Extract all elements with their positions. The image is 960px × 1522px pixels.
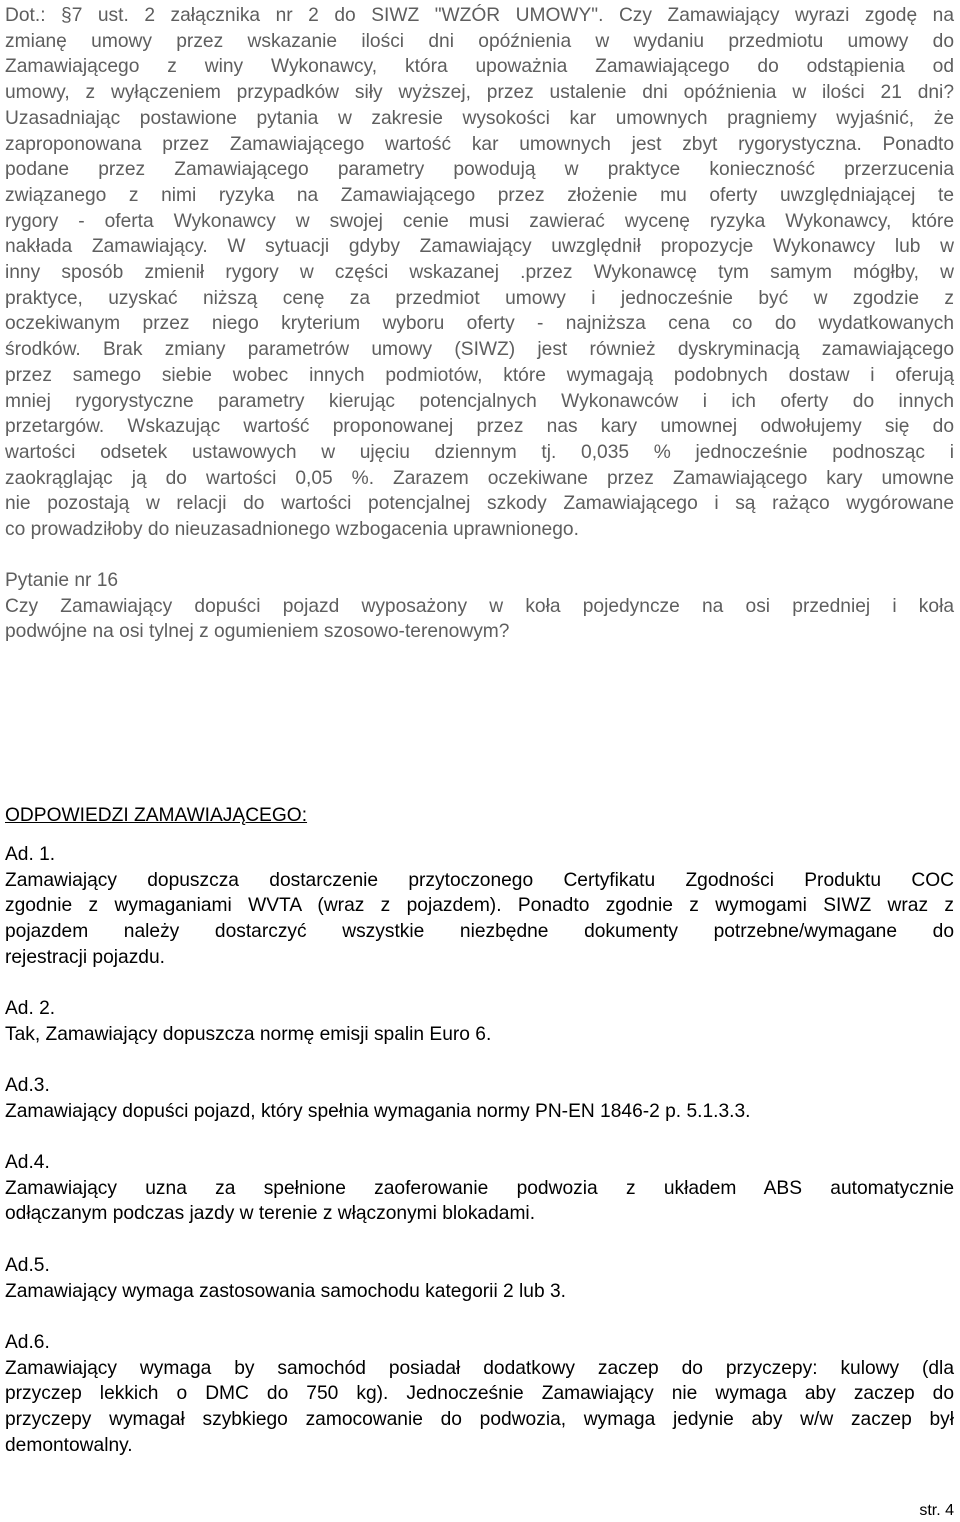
answers-section [5,803,954,829]
intro-line: Zamawiającego z winy Wykonawcy, która upoważnia Zamawiającego do odstąpienia od [5,56,954,78]
answer-ad-4 [5,1150,954,1227]
intro-rest-line: Uzasadniając postawione pytania w zakresie wysokości kar umownych pragniemy wyjaśnić, że [5,107,954,129]
intro-rest-line: zaokrąglając ją do wartości 0,05 %. Zarazem oczekiwane przez Zamawiającego kary umowne [5,467,954,489]
question-16 [5,568,954,645]
intro-line: umowy, z wyłączeniem przypadków siły wyższej, przez ustalenie dni opóźnienia w ilości 21 dni? [5,82,954,104]
intro-line: zmianę umowy przez wskazanie ilości dni opóźnienia w wydaniu przedmiotu umowy do [5,30,954,52]
intro-rest-line: związanego z nimi ryzyka na Zamawiającego przez złożenie mu oferty uwzględniającej te [5,184,954,206]
answer-text [5,1176,954,1227]
intro-rest-line: zaproponowana przez Zamawiającego wartość kar umownych jest zbyt rygorystyczna. Ponadto [5,133,954,155]
answer-label: Ad.6. [5,1332,50,1353]
intro-rest-line: oczekiwanym przez niego kryterium wyboru oferty - najniższa cena co do wydatkowanych [5,313,954,335]
answer-text [5,1279,954,1305]
answer-label: Ad. 2. [5,998,56,1019]
answer-line: Zamawiający uzna za spełnione zaoferowanie podwozia z układem ABS automatycznie [5,1177,954,1199]
intro-rest-line: rygory - oferta Wykonawcy w swojej cenie musi zawierać wycenę ryzyka Wykonawcy, które [5,210,954,232]
answer-label: Ad.4. [5,1152,50,1173]
question-line: podwójne na osi tylnej z ogumieniem szosowo-terenowym? [5,621,510,643]
answer-ad-5 [5,1253,954,1304]
intro-rest-line: nie pozostają w relacji do wartości potencjalnej szkody Zamawiającego i są rażąco wygórowane [5,493,954,515]
answer-text [5,1022,954,1048]
intro-rest-line: inny sposób zmienił rygory w części wskazanej .przez Wykonawcę tym samym mógłby, w [5,262,954,284]
answer-line: Zamawiający wymaga zastosowania samochodu kategorii 2 lub 3. [5,1280,566,1302]
intro-rest-line: podane przez Zamawiającego parametry powodują w praktyce konieczność przerzucenia [5,159,954,181]
answers-heading: ODPOWIEDZI ZAMAWIAJĄCEGO: [5,805,308,826]
answer-text [5,1356,954,1459]
answer-line: przyczep lekkich o DMC do 750 kg). Jednocześnie Zamawiający nie wymaga aby zaczep do [5,1383,954,1405]
intro-rest-line: przetargów. Wskazując wartość proponowanej przez nas kary umownej odwołujemy się do [5,416,954,438]
intro-rest-line: przez samego siebie wobec innych podmiotów, które wymagają podobnych dostaw i oferują [5,364,954,386]
answer-label: Ad.3. [5,1075,50,1096]
intro-line: Dot.: §7 ust. 2 załącznika nr 2 do SIWZ "WZÓR UMOWY". Czy Zamawiający wyrazi zgodę na [5,5,954,26]
intro-rest-line: nakłada Zamawiający. W sytuacji gdyby Zamawiający uwzględnił propozycje Wykonawcy lub w [5,236,954,258]
answer-line: demontowalny. [5,1434,133,1456]
intro-rest-line: praktyce, uzyskać niższą cenę za przedmiot umowy i jednocześnie być w zgodzie z [5,287,954,309]
page-number: str. 4 [919,1502,954,1519]
answer-line: Zamawiający wymaga by samochód posiadał dodatkowy zaczep do przyczepy: kulowy (dla [5,1357,954,1379]
answer-line: Zamawiający dopuści pojazd, który spełnia wymagania normy PN-EN 1846-2 p. 5.1.3.3. [5,1100,751,1122]
answer-ad-1 [5,842,954,971]
intro-justification [5,106,954,543]
answer-line: przyczepy wymagał szybkiego zamocowanie do podwozia, wymaga jedynie aby w/w zaczep był [5,1409,954,1431]
intro-rest-line: środków. Brak zmiany parametrów umowy (SIWZ) jest również dyskryminacją zamawiającego [5,339,954,361]
answer-ad-6 [5,1330,954,1459]
answer-text [5,868,954,971]
answer-line: Zamawiający dopuszcza dostarczenie przytoczonego Certyfikatu Zgodności Produktu COC [5,869,954,891]
answer-line: rejestracji pojazdu. [5,946,165,968]
answer-text [5,1099,954,1125]
intro-rest-line: mniej rygorystyczne parametry kierując potencjalnych Wykonawców i ich oferty do innych [5,390,954,412]
answer-ad-3 [5,1073,954,1124]
question-16-title: Pytanie nr 16 [5,570,119,591]
answer-line: pojazdem należy dostarczyć wszystkie niezbędne dokumenty potrzebne/wymagane do [5,921,954,943]
intro-question [5,3,954,106]
question-16-text [5,594,954,645]
intro-block [5,3,954,543]
answer-line: odłączanym podczas jazdy w terenie z włączonymi blokadami. [5,1203,536,1225]
answer-ad-2 [5,996,954,1047]
answer-label: Ad.5. [5,1255,50,1276]
intro-rest-line: wartości odsetek ustawowych w ujęciu dziennym tj. 0,035 % jednocześnie podnosząc i [5,441,954,463]
answer-line: Tak, Zamawiający dopuszcza normę emisji spalin Euro 6. [5,1023,492,1045]
answer-label: Ad. 1. [5,844,56,865]
answer-line: zgodnie z wymaganiami WVTA (wraz z pojazdem). Ponadto zgodnie z wymogami SIWZ wraz z [5,895,954,917]
question-line: Czy Zamawiający dopuści pojazd wyposażony w koła pojedyncze na osi przedniej i koła [5,595,954,617]
intro-rest-line: co prowadziłoby do nieuzasadnionego wzbogacenia uprawnionego. [5,519,579,541]
